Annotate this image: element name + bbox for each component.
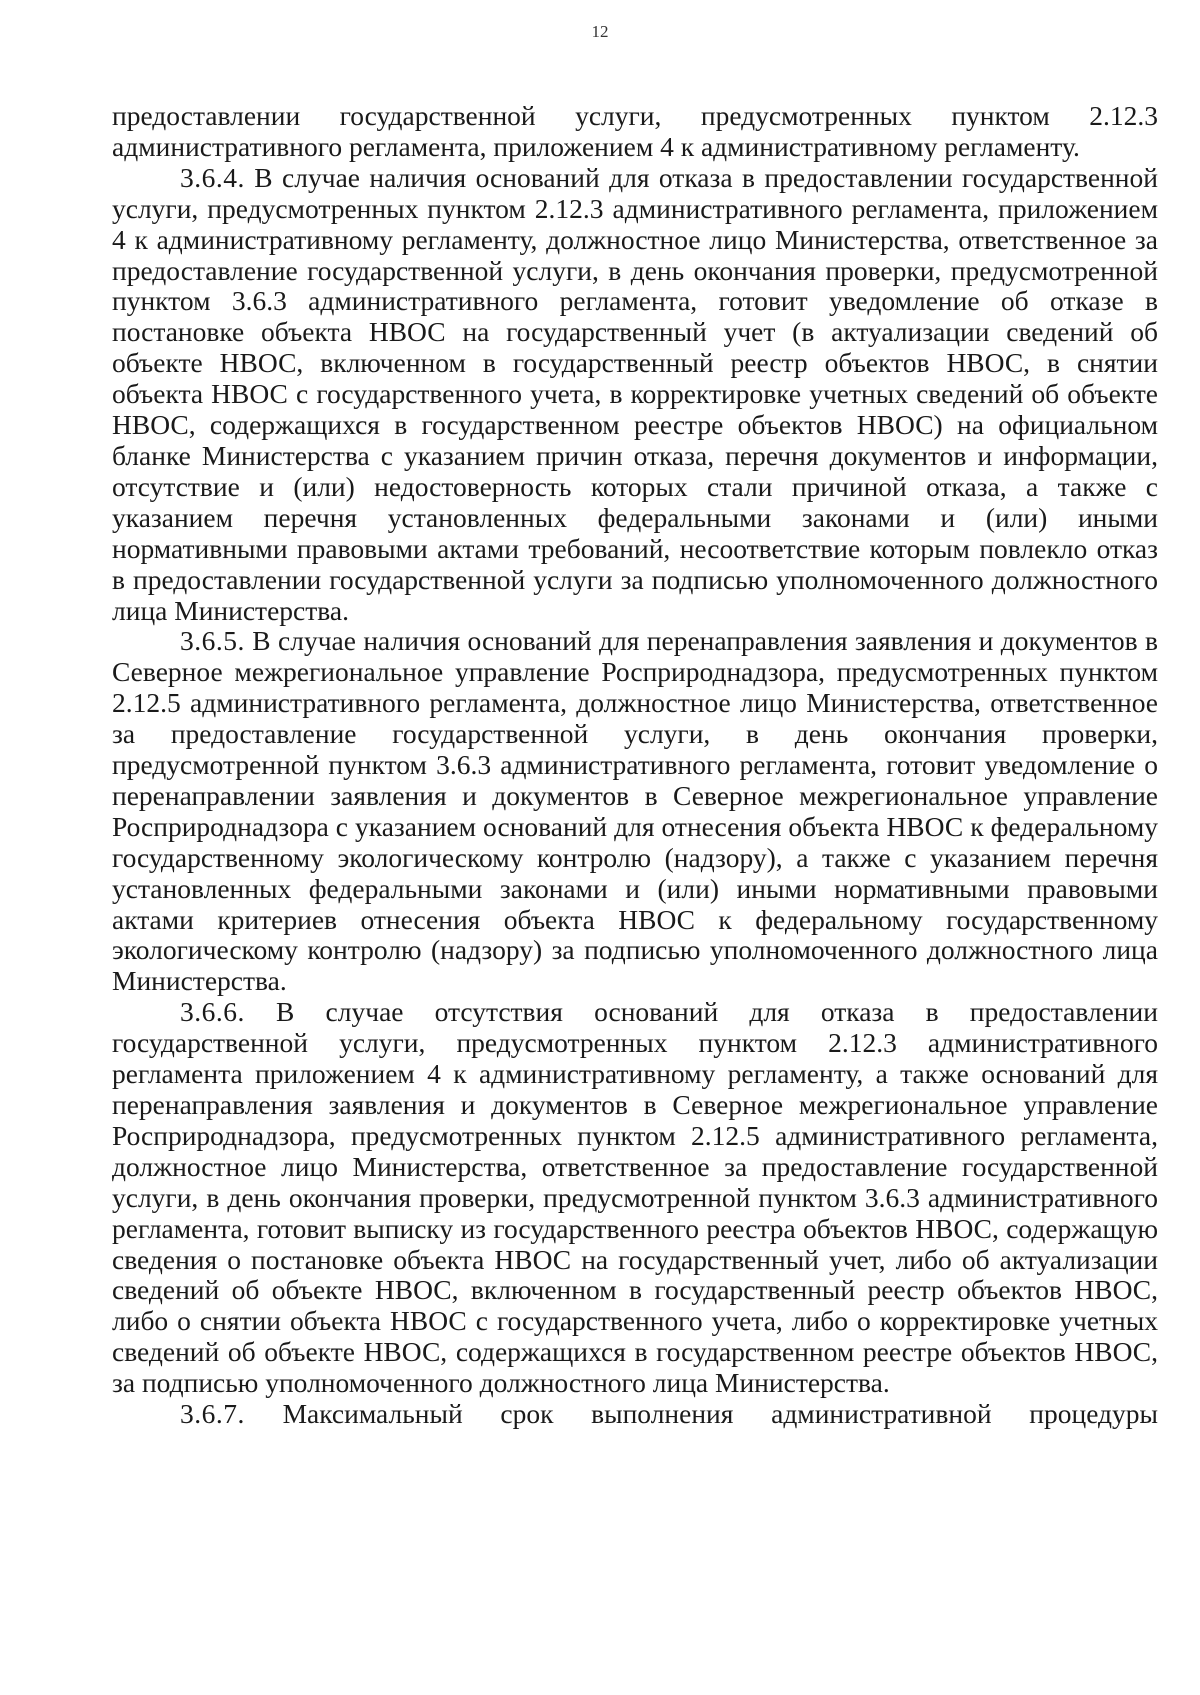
- paragraph-3-6-4: [112, 163, 1158, 627]
- paragraph-number: 3.6.5.: [180, 625, 245, 657]
- paragraph-text: В случае наличия оснований для отказа в предоставлении государственной услуги, предусмотренных пунктом 2.12.3 административного регламента, приложением 4 к административному регламенту, должностное лицо Министерства, ответственное за предоставление государственной услуги, в день окончания проверки, предусмотренной пунктом 3.6.3 административного регламента, готовит уведомление об отказе в постановке объекта НВОС на государственный учет (в актуализации сведений об объекте НВОС, включенном в государственный реестр объектов НВОС, в снятии объекта НВОС с государственного учета, в корректировке учетных сведений об объекте НВОС, содержащихся в государственном реестре объектов НВОС) на официальном бланке Министерства с указанием причин отказа, перечня документов и информации, отсутствие и (или) недостоверность которых стали причиной отказа, а также с указанием перечня установленных федеральными законами и (или) иными нормативными правовыми актами требований, несоответствие которым повлекло отказ в предоставлении государственной услуги за подписью уполномоченного должностного лица Министерства.: [112, 161, 1158, 626]
- document-body: [112, 101, 1158, 1430]
- paragraph-3-6-5: [112, 626, 1158, 997]
- paragraph-text: В случае наличия оснований для перенаправления заявления и документов в Северное межрегиональное управление Росприроднадзора, предусмотренных пунктом 2.12.5 административного регламента, должностное лицо Министерства, ответственное за предоставление государственной услуги, в день окончания проверки, предусмотренной пунктом 3.6.3 административного регламента, готовит уведомление о перенаправлении заявления и документов в Северное межрегиональное управление Росприроднадзора с указанием оснований для отнесения объекта НВОС к федеральному государственному экологическому контролю (надзору), а также с указанием перечня установленных федеральными законами и (или) иными нормативными правовыми актами критериев отнесения объекта НВОС к федеральному государственному экологическому контролю (надзору) за подписью уполномоченного должностного лица Министерства.: [112, 625, 1158, 997]
- paragraph-text: В случае отсутствия оснований для отказа в предоставлении государственной услуги, предусмотренных пунктом 2.12.3 административного регламента приложением 4 к административному регламенту, а также оснований для перенаправления заявления и документов в Северное межрегиональное управление Росприроднадзора, предусмотренных пунктом 2.12.5 административного регламента, должностное лицо Министерства, ответственное за предоставление государственной услуги, в день окончания проверки, предусмотренной пунктом 3.6.3 административного регламента, готовит выписку из государственного реестра объектов НВОС, содержащую сведения о постановке объекта НВОС на государственный учет, либо об актуализации сведений об объекте НВОС, включенном в государственный реестр объектов НВОС, либо о снятии объекта НВОС с государственного учета, либо о корректировке учетных сведений об объекте НВОС, содержащихся в государственном реестре объектов НВОС, за подписью уполномоченного должностного лица Министерства.: [112, 996, 1158, 1399]
- paragraph-number: 3.6.4.: [180, 161, 245, 193]
- paragraph-number: 3.6.7.: [180, 1398, 245, 1430]
- paragraph-continuation: [112, 101, 1158, 163]
- paragraph-3-6-7: [112, 1399, 1158, 1430]
- paragraph-3-6-6: [112, 997, 1158, 1399]
- paragraph-text: Максимальный срок выполнения административной процедуры: [282, 1398, 1159, 1430]
- paragraph-text: предоставлении государственной услуги, предусмотренных пунктом 2.12.3 административного регламента, приложением 4 к административному регламенту.: [112, 100, 1158, 162]
- paragraph-number: 3.6.6.: [180, 996, 245, 1028]
- page-number: 12: [591, 22, 609, 41]
